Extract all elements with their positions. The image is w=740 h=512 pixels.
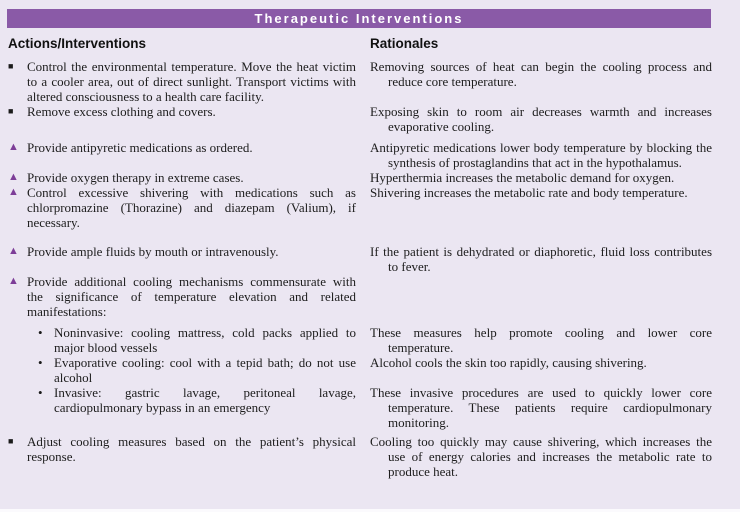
- rationale-text: These measures help promote cooling and lower core temperature.: [370, 325, 712, 355]
- action-cell: [8, 170, 356, 185]
- table-row: [8, 325, 712, 355]
- rationale-text: [370, 274, 712, 319]
- rationale-text: Hyperthermia increases the metabolic demand for oxygen.: [370, 170, 675, 185]
- action-cell: [8, 274, 356, 319]
- action-cell: [8, 355, 356, 385]
- action-cell: [8, 104, 356, 134]
- action-text: Control excessive shivering with medications such as chlorpromazine (Thorazine) and diazepam (Valium), if necessary.: [27, 185, 356, 230]
- action-text: Provide oxygen therapy in extreme cases.: [27, 170, 244, 185]
- action-text: Remove excess clothing and covers.: [27, 104, 216, 119]
- rationale-text: Antipyretic medications lower body temperature by blocking the synthesis of prostaglandins that act in the hypothalamus.: [370, 140, 712, 170]
- table-row: [8, 170, 712, 185]
- therapeutic-interventions-table: [0, 59, 740, 479]
- square-bullet-icon: ■: [8, 61, 14, 71]
- table-row: [8, 434, 712, 479]
- table-row: [8, 244, 712, 274]
- column-header-rationales: Rationales: [370, 36, 439, 51]
- triangle-bullet-icon: ▲: [8, 245, 19, 257]
- rationale-text: Exposing skin to room air decreases warmth and increases evaporative cooling.: [370, 104, 712, 134]
- action-text: Adjust cooling measures based on the patient’s physical response.: [27, 434, 356, 464]
- dot-bullet-icon: •: [38, 355, 43, 370]
- action-text: Evaporative cooling: cool with a tepid bath; do not use alcohol: [54, 355, 356, 385]
- table-row: [8, 104, 712, 134]
- table-row: [8, 355, 712, 385]
- table-row: [8, 185, 712, 230]
- action-cell: [8, 59, 356, 104]
- action-cell: [8, 140, 356, 170]
- triangle-bullet-icon: ▲: [8, 275, 19, 287]
- rationale-text: If the patient is dehydrated or diaphoretic, fluid loss contributes to fever.: [370, 244, 712, 274]
- action-text: Provide ample fluids by mouth or intravenously.: [27, 244, 279, 259]
- title-bar: [7, 9, 711, 28]
- square-bullet-icon: ■: [8, 436, 14, 446]
- action-text: Provide antipyretic medications as ordered.: [27, 140, 253, 155]
- triangle-bullet-icon: ▲: [8, 141, 19, 153]
- rationale-text: Removing sources of heat can begin the cooling process and reduce core temperature.: [370, 59, 712, 89]
- table-row: [8, 140, 712, 170]
- care-plan-page: [0, 9, 740, 479]
- table-row: [8, 59, 712, 104]
- action-cell: [8, 385, 356, 430]
- rationale-text: These invasive procedures are used to quickly lower core temperature. These patients require cardiopulmonary monitoring.: [370, 385, 712, 430]
- dot-bullet-icon: •: [38, 325, 43, 340]
- rationale-text: Cooling too quickly may cause shivering, which increases the use of energy calories and increases the metabolic rate to produce heat.: [370, 434, 712, 479]
- table-row: [8, 385, 712, 430]
- column-header-actions: Actions/Interventions: [8, 36, 147, 51]
- action-cell: [8, 244, 356, 274]
- dot-bullet-icon: •: [38, 385, 43, 400]
- square-bullet-icon: ■: [8, 106, 14, 116]
- rationale-text: Shivering increases the metabolic rate and body temperature.: [370, 185, 688, 200]
- triangle-bullet-icon: ▲: [8, 171, 19, 183]
- action-text: Invasive: gastric lavage, peritoneal lavage, cardiopulmonary bypass in an emergency: [54, 385, 356, 415]
- page-title: Therapeutic Interventions: [254, 11, 464, 26]
- column-headers: [8, 36, 712, 51]
- action-cell: [8, 434, 356, 479]
- rationale-text: Alcohol cools the skin too rapidly, causing shivering.: [370, 355, 647, 370]
- action-text: Control the environmental temperature. Move the heat victim to a cooler area, out of direct sunlight. Transport victims with altered consciousness to a health care facility.: [27, 59, 356, 104]
- triangle-bullet-icon: ▲: [8, 186, 19, 198]
- table-row: [8, 274, 712, 319]
- action-cell: [8, 185, 356, 230]
- action-text: Noninvasive: cooling mattress, cold packs applied to major blood vessels: [54, 325, 356, 355]
- action-cell: [8, 325, 356, 355]
- action-text: Provide additional cooling mechanisms commensurate with the significance of temperature elevation and related manifestations:: [27, 274, 356, 319]
